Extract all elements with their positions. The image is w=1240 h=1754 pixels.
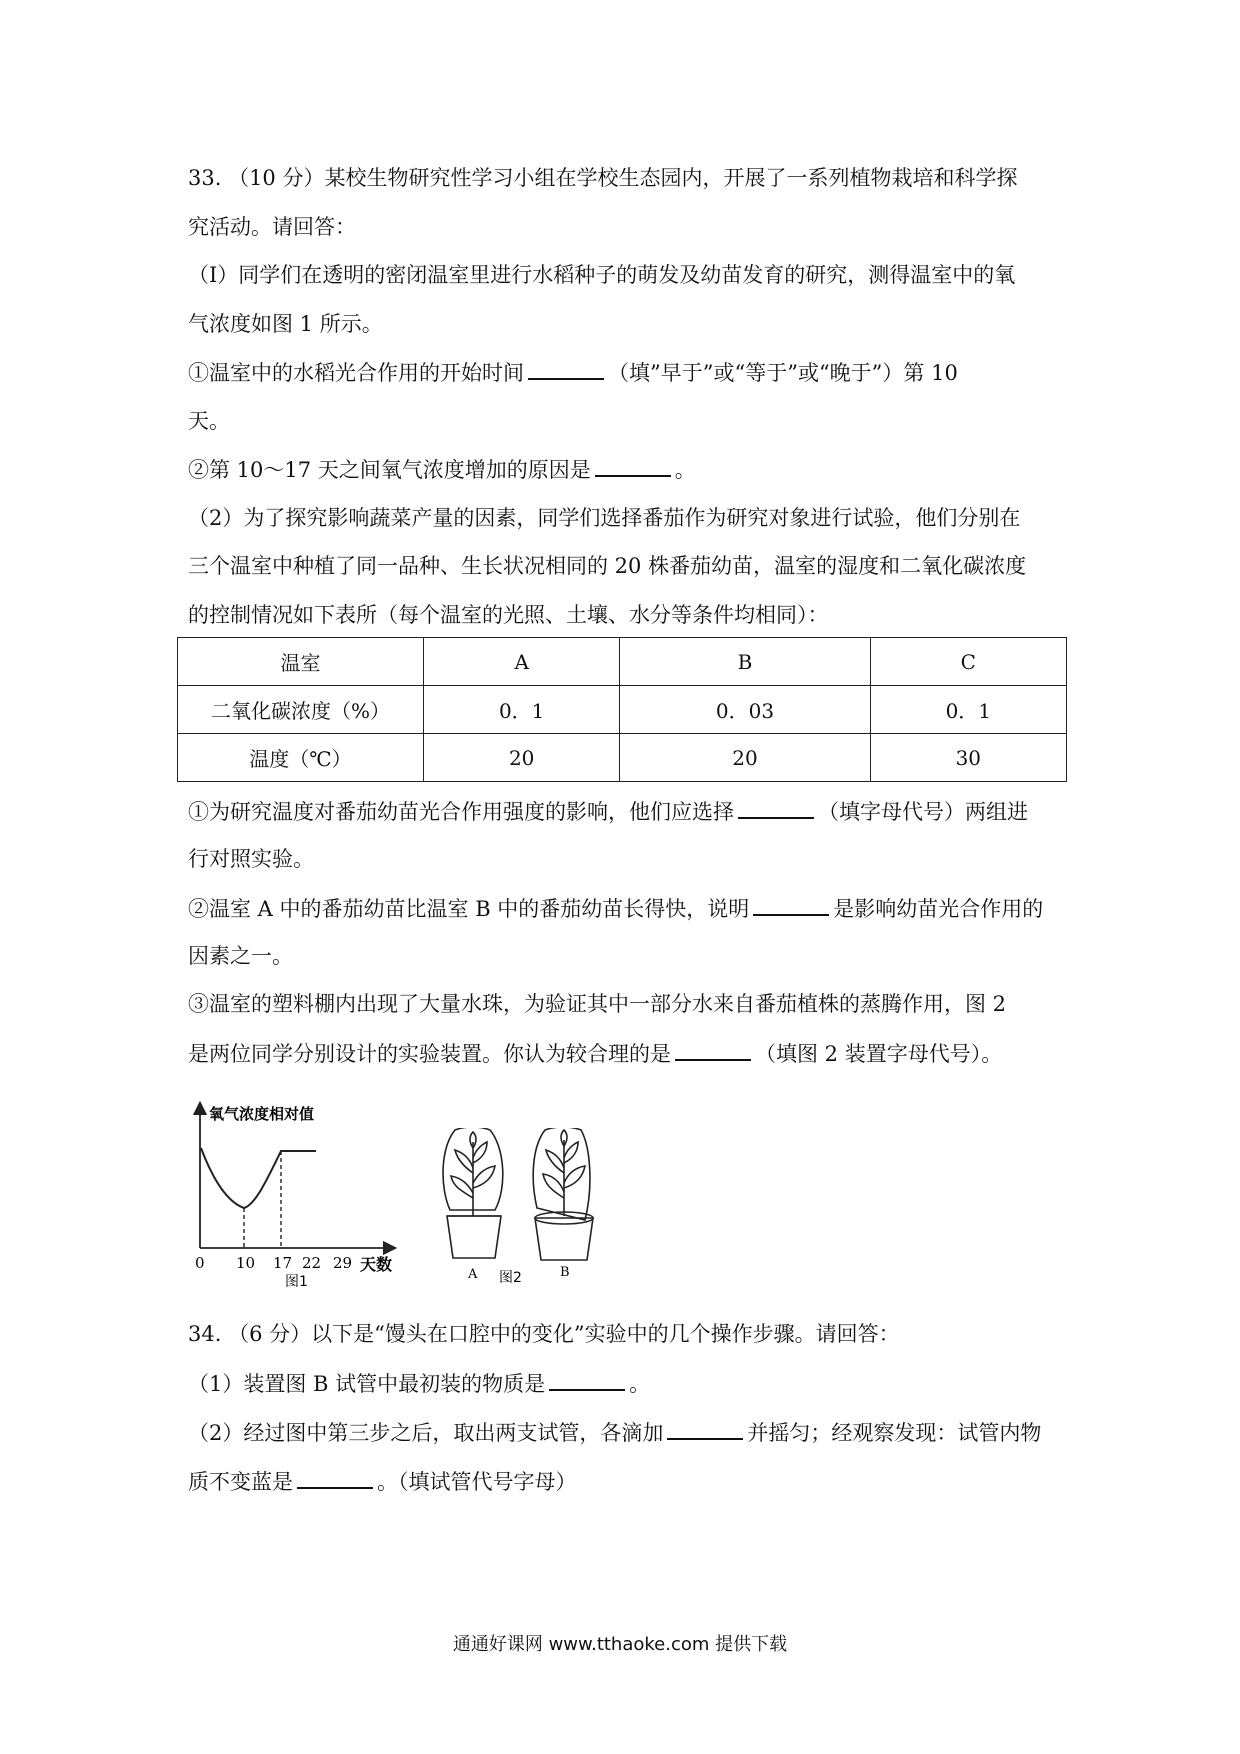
table-row [178,734,1067,782]
answer-blank [528,358,604,380]
q33-part2-intro: （2）为了探究影响蔬菜产量的因素，同学们选择番茄作为研究对象进行试验，他们分别在 [188,506,1021,530]
q34-header: 34. （6 分）以下是“馒头在口腔中的变化”实验中的几个操作步骤。请回答： [188,1322,900,1346]
q34-q2-text-a: （2）经过图中第三步之后，取出两支试管，各滴加 [188,1421,664,1445]
q33-p2q2-cont: 因素之一。 [188,944,293,968]
q33-q1-text-a: ①温室中的水稻光合作用的开始时间 [188,361,524,385]
table-cell: 0．1 [870,686,1066,734]
table-cell: C [870,638,1066,686]
tick-label: 17 [273,1254,293,1272]
answer-blank [549,1369,625,1391]
setup-b-plant-icon [533,1128,593,1260]
q33-header: 33. （10 分）某校生物研究性学习小组在学校生态园内，开展了一系列植物栽培和科学探 [188,166,1018,190]
q33-p2q3-line1: ③温室的塑料棚内出现了大量水珠，为验证其中一部分水来自番茄植株的蒸腾作用，图 2 [188,992,1007,1016]
fig1-ylabel: 氧气浓度相对值 [209,1105,315,1123]
answer-blank [753,894,829,916]
q33-part1-intro: （Ⅰ）同学们在透明的密闭温室里进行水稻种子的萌发及幼苗发育的研究，测得温室中的氧 [188,263,1016,287]
q33-p2q2 [188,894,1043,923]
tick-label: 10 [236,1254,256,1272]
fig1-caption: 图1 [285,1274,308,1290]
table-cell: 0．03 [620,686,870,734]
tick-label: 29 [333,1254,353,1272]
q33-part1-intro-cont: 气浓度如图 1 所示。 [188,312,383,336]
figure-1-oxygen-graph [185,1100,430,1290]
setup-b-label: B [560,1265,570,1280]
oxygen-curve [201,1148,316,1208]
table-cell: B [620,638,870,686]
q33-q1-cont: 天。 [188,409,230,433]
q34-q1-text-a: （1）装置图 B 试管中最初装的物质是 [188,1372,546,1396]
setup-a-plant-icon [443,1128,503,1258]
fig1-xlabel: 天数 [360,1255,393,1274]
q33-p2q3 [188,1039,1002,1068]
q34-q2-text-b: 并摇匀；经观察发现：试管内物 [747,1421,1042,1445]
figure-2-plant-setups [435,1128,610,1288]
q33-p2q1-cont: 行对照实验。 [188,847,314,871]
greenhouse-table [177,637,1067,782]
table-row [178,686,1067,734]
table-cell: 20 [620,734,870,782]
page-footer: 通通好课网 www.tthaoke.com 提供下载 [452,1634,788,1655]
q33-part2-line2: 三个温室中种植了同一品种、生长状况相同的 20 株番茄幼苗，温室的湿度和二氧化碳浓度 [188,554,1027,578]
table-header-row [178,638,1067,686]
q34-q1 [188,1369,650,1398]
q33-p2q3-text-b: （填图 2 装置字母代号）。 [755,1042,1003,1066]
table-cell: 30 [870,734,1066,782]
q33-q2-text-b: 。 [674,458,696,482]
q34-q2-text-c: 质不变蓝是 [188,1470,293,1494]
q34-q2-text-d: 。（填试管代号字母） [377,1470,577,1494]
q33-p2q1 [188,797,1028,826]
q33-header-cont: 究活动。请回答： [188,215,356,239]
answer-blank [595,455,671,477]
answer-blank [297,1467,373,1489]
table-cell: 温度（℃） [178,734,424,782]
q34-q2-cont [188,1467,577,1496]
q33-p2q1-text-b: （填字母代号）两组进 [818,800,1028,824]
q34-q2 [188,1418,1041,1447]
q33-p2q2-text-b: 是影响幼苗光合作用的 [833,897,1044,921]
table-cell: 温室 [178,638,424,686]
q33-part2-line3: 的控制情况如下表所（每个温室的光照、土壤、水分等条件均相同）： [188,603,829,627]
answer-blank [738,797,814,819]
table-cell: 0．1 [424,686,620,734]
table-cell: A [424,638,620,686]
q33-q1 [188,358,958,387]
tick-label: 0 [195,1254,205,1272]
q33-p2q3-text-a: 是两位同学分别设计的实验装置。你认为较合理的是 [188,1042,671,1066]
fig2-caption: 图2 [499,1270,522,1286]
q33-q2-text-a: ②第 10～17 天之间氧气浓度增加的原因是 [188,458,591,482]
setup-a-label: A [468,1267,478,1282]
q33-q1-text-b: （填”早于”或“等于”或“晚于”）第 10 [608,361,958,385]
answer-blank [675,1039,751,1061]
q33-q2 [188,455,696,484]
q33-p2q2-text-a: ②温室 A 中的番茄幼苗比温室 B 中的番茄幼苗长得快，说明 [188,897,750,921]
tick-label: 22 [302,1254,322,1272]
q33-p2q1-text-a: ①为研究温度对番茄幼苗光合作用强度的影响，他们应选择 [188,800,734,824]
answer-blank [667,1418,743,1440]
table-cell: 二氧化碳浓度（%） [178,686,424,734]
q34-q1-text-b: 。 [629,1372,651,1396]
table-cell: 20 [424,734,620,782]
